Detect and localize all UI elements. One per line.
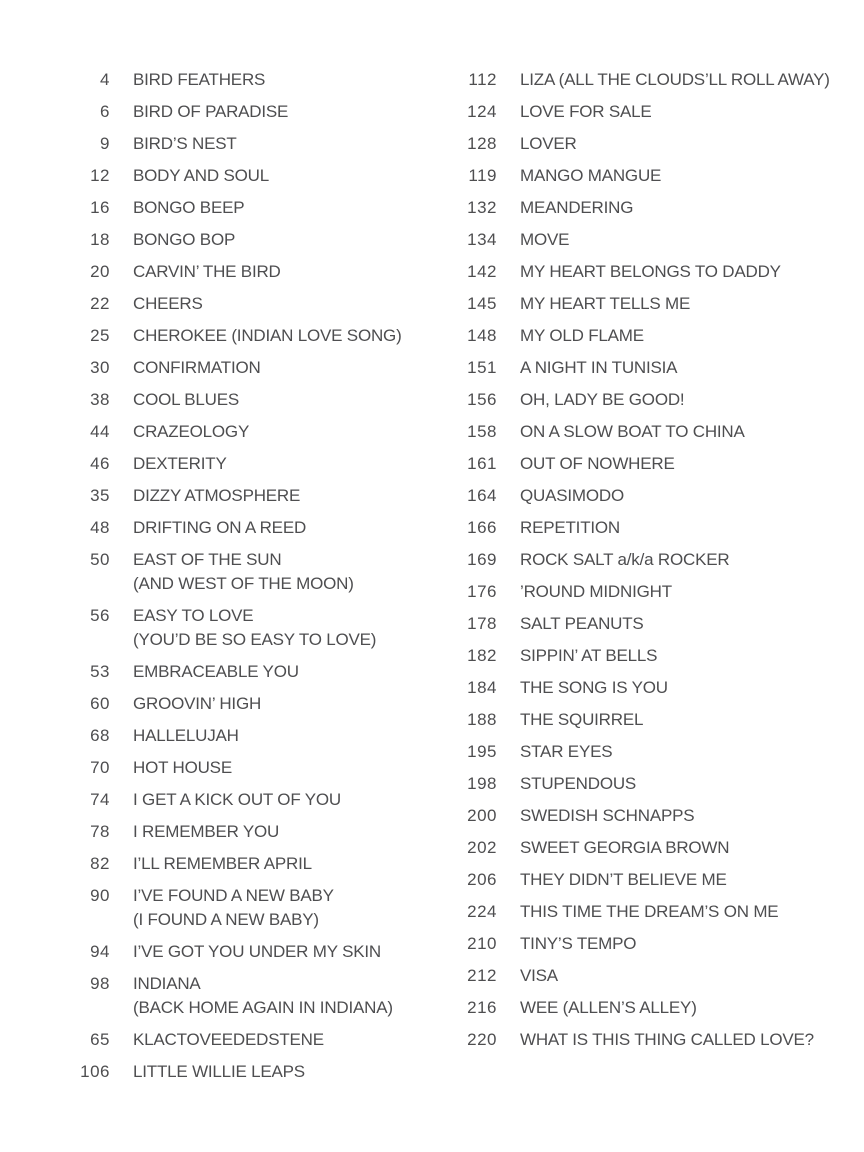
toc-entry [60,884,447,932]
toc-entry [447,740,804,764]
song-title [520,580,672,604]
song-title-line: MOVE [520,230,570,249]
toc-entry [447,260,804,284]
song-title-line: MANGO MANGUE [520,166,662,185]
toc-entry [447,612,804,636]
toc-entry [60,484,447,508]
toc-entry [447,900,804,924]
page-number: 70 [90,758,110,777]
song-title-line: THE SQUIRREL [520,710,644,729]
page-number: 22 [90,294,110,313]
song-title [133,260,281,284]
page-number: 124 [467,102,497,121]
song-title [133,420,249,444]
song-title [520,964,558,988]
toc-entry [447,772,804,796]
page-number: 112 [468,70,497,89]
page-number: 38 [90,390,110,409]
toc-entry [447,836,804,860]
song-title [520,548,729,572]
song-title [520,100,652,124]
toc-entry [60,852,447,876]
song-title-line: BIRD’S NEST [133,134,237,153]
song-title-line: I REMEMBER YOU [133,822,280,841]
song-title-line: SIPPIN’ AT BELLS [520,646,658,665]
song-title-line: TINY’S TEMPO [520,934,637,953]
table-of-contents [60,68,830,1092]
song-title [520,388,684,412]
toc-entry [60,196,447,220]
song-title [520,612,644,636]
page-number: 184 [467,678,497,697]
song-title [520,836,729,860]
song-title-line: CHEERS [133,294,203,313]
toc-column-left [60,68,447,1092]
song-title [133,1028,324,1052]
song-title-line: CONFIRMATION [133,358,261,377]
song-title [520,1028,814,1052]
page-number: 202 [467,838,497,857]
toc-entry [447,228,804,252]
page-number: 90 [90,886,110,905]
song-title-line: DIZZY ATMOSPHERE [133,486,301,505]
page-number: 166 [467,518,497,537]
toc-entry [60,228,447,252]
page-number: 176 [467,582,497,601]
page-number: 60 [90,694,110,713]
song-title [520,196,633,220]
song-title [520,164,661,188]
page-number: 206 [467,870,497,889]
page-number: 9 [100,134,110,153]
song-subtitle-line: (BACK HOME AGAIN IN INDIANA) [133,998,393,1017]
toc-entry [447,932,804,956]
page-number: 16 [90,198,110,217]
song-title [520,292,690,316]
page-number: 200 [467,806,497,825]
song-title-line: MY HEART TELLS ME [520,294,691,313]
toc-entry [60,692,447,716]
song-title-line: BIRD FEATHERS [133,70,266,89]
song-title-line: LOVER [520,134,577,153]
page-number: 94 [90,942,110,961]
song-title [520,676,668,700]
toc-entry [60,820,447,844]
song-title [133,388,239,412]
toc-entry [447,100,804,124]
song-title [133,196,244,220]
page-number: 18 [90,230,110,249]
song-title [520,932,636,956]
song-title [520,260,781,284]
toc-entry [60,516,447,540]
song-title-line: I’VE FOUND A NEW BABY [133,886,334,905]
song-title [133,228,235,252]
song-title-line: EMBRACEABLE YOU [133,662,299,681]
page-number: 134 [467,230,497,249]
toc-column-right [447,68,830,1092]
song-title-line: OH, LADY BE GOOD! [520,390,685,409]
toc-entry [447,388,804,412]
toc-entry [60,548,447,596]
toc-entry [60,604,447,652]
toc-entry [447,548,804,572]
song-subtitle-line: (YOU’D BE SO EASY TO LOVE) [133,630,377,649]
song-title-line: OUT OF NOWHERE [520,454,675,473]
song-title [133,756,232,780]
song-title-line: CHEROKEE (INDIAN LOVE SONG) [133,326,402,345]
song-title-line: STUPENDOUS [520,774,637,793]
toc-entry [447,132,804,156]
toc-entry [447,452,804,476]
song-title [133,356,261,380]
song-title [133,68,265,92]
page-number: 65 [90,1030,110,1049]
song-title-line: MY OLD FLAME [520,326,644,345]
song-title-line: SWEDISH SCHNAPPS [520,806,695,825]
song-title-line: BODY AND SOUL [133,166,269,185]
song-title [520,132,577,156]
toc-entry [447,708,804,732]
page-number: 53 [90,662,110,681]
song-title-line: ROCK SALT a/k/a ROCKER [520,550,730,569]
toc-entry [447,356,804,380]
song-title-line: INDIANA [133,974,201,993]
song-title-line: DEXTERITY [133,454,227,473]
page-number: 145 [467,294,497,313]
song-title [133,292,203,316]
song-title-line: BIRD OF PARADISE [133,102,289,121]
song-title-line: DRIFTING ON A REED [133,518,307,537]
song-title [133,884,334,932]
page-number: 188 [467,710,497,729]
toc-entry [447,676,804,700]
song-title-line: A NIGHT IN TUNISIA [520,358,678,377]
page-number: 178 [467,614,497,633]
song-title-line: COOL BLUES [133,390,240,409]
song-title [520,804,694,828]
toc-entry [60,788,447,812]
page-number: 48 [90,518,110,537]
toc-entry [447,868,804,892]
toc-entry [447,420,804,444]
song-title-line: MEANDERING [520,198,634,217]
song-title [133,604,376,652]
song-title-line: THEY DIDN’T BELIEVE ME [520,870,727,889]
song-title-line: I GET A KICK OUT OF YOU [133,790,341,809]
toc-entry [447,644,804,668]
song-title-line: HOT HOUSE [133,758,232,777]
song-title-line: I’VE GOT YOU UNDER MY SKIN [133,942,381,961]
page-number: 12 [90,166,110,185]
page-number: 106 [80,1062,110,1081]
song-title [133,548,354,596]
page-number: 195 [467,742,497,761]
song-title [520,324,644,348]
song-title [133,788,341,812]
page-number: 220 [467,1030,497,1049]
page-number: 30 [90,358,110,377]
page-number: 216 [467,998,497,1017]
toc-entry [60,324,447,348]
page-number: 68 [90,726,110,745]
song-title [520,68,830,92]
song-title [520,740,612,764]
song-title [133,724,239,748]
toc-entry [447,484,804,508]
song-title-line: ’ROUND MIDNIGHT [520,582,672,601]
page-number: 46 [90,454,110,473]
song-title-line: EASY TO LOVE [133,606,254,625]
song-title [520,868,727,892]
song-title-line: LIZA (ALL THE CLOUDS’LL ROLL AWAY) [520,70,830,89]
song-subtitle-line: (AND WEST OF THE MOON) [133,574,354,593]
song-title [133,164,269,188]
page-number: 210 [467,934,497,953]
page-number: 182 [467,646,497,665]
toc-entry [60,164,447,188]
song-title [520,708,643,732]
page-number: 82 [90,854,110,873]
song-subtitle-line: (I FOUND A NEW BABY) [133,910,319,929]
page-number: 98 [90,974,110,993]
song-title [520,772,636,796]
page-number: 156 [467,390,497,409]
song-title [520,996,697,1020]
song-title [520,484,624,508]
page-number: 212 [467,966,497,985]
page-number: 224 [467,902,497,921]
page-number: 56 [90,606,110,625]
song-title [133,660,299,684]
page-number: 20 [90,262,110,281]
song-title-line: CRAZEOLOGY [133,422,250,441]
toc-entry [60,756,447,780]
page-number: 44 [90,422,110,441]
song-title-line: REPETITION [520,518,621,537]
toc-entry [447,196,804,220]
song-title [133,940,381,964]
song-title [133,692,261,716]
song-title-line: GROOVIN’ HIGH [133,694,262,713]
song-title-line: QUASIMODO [520,486,624,505]
song-title-line: BONGO BOP [133,230,236,249]
toc-entry [60,132,447,156]
page-number: 169 [467,550,497,569]
song-title [133,972,393,1020]
page-number: 4 [100,70,110,89]
song-title-line: I’LL REMEMBER APRIL [133,854,312,873]
song-title-line: MY HEART BELONGS TO DADDY [520,262,781,281]
toc-entry [60,724,447,748]
song-title [520,644,657,668]
page-number: 6 [100,102,110,121]
song-title-line: ON A SLOW BOAT TO CHINA [520,422,745,441]
toc-entry [447,996,804,1020]
toc-entry [60,1028,447,1052]
toc-entry [60,1060,447,1084]
page-number: 35 [90,486,110,505]
page-number: 164 [467,486,497,505]
song-title [133,516,306,540]
page-number: 198 [467,774,497,793]
song-title-line: SALT PEANUTS [520,614,644,633]
song-title [520,452,675,476]
toc-entry [60,972,447,1020]
song-title [520,228,569,252]
toc-entry [60,388,447,412]
song-title-line: THE SONG IS YOU [520,678,668,697]
song-title [133,132,237,156]
song-title-line: STAR EYES [520,742,613,761]
toc-entry [60,452,447,476]
song-title [133,820,279,844]
toc-entry [447,68,830,92]
song-title-line: LITTLE WILLIE LEAPS [133,1062,305,1081]
song-title-line: WEE (ALLEN’S ALLEY) [520,998,697,1017]
page-number: 119 [468,166,497,185]
song-title-line: BONGO BEEP [133,198,245,217]
song-title-line: THIS TIME THE DREAM’S ON ME [520,902,779,921]
toc-entry [60,940,447,964]
toc-entry [60,356,447,380]
toc-entry [447,516,804,540]
toc-entry [447,164,804,188]
page-number: 128 [467,134,497,153]
song-title-line: KLACTOVEEDEDSTENE [133,1030,324,1049]
toc-entry [60,292,447,316]
toc-entry [447,324,804,348]
toc-entry [447,580,804,604]
song-title [133,100,288,124]
song-title [520,516,620,540]
song-title [520,900,778,924]
toc-entry [60,100,447,124]
song-title [133,852,312,876]
page-number: 158 [467,422,497,441]
song-title-line: VISA [520,966,558,985]
song-title [520,356,677,380]
song-title-line: CARVIN’ THE BIRD [133,262,281,281]
song-title [520,420,745,444]
toc-entry [60,260,447,284]
toc-entry [447,1028,814,1052]
song-title-line: WHAT IS THIS THING CALLED LOVE? [520,1030,814,1049]
song-title [133,324,402,348]
page-number: 148 [467,326,497,345]
song-title [133,452,227,476]
song-title-line: HALLELUJAH [133,726,239,745]
song-title-line: LOVE FOR SALE [520,102,652,121]
page-number: 50 [90,550,110,569]
toc-entry [447,804,804,828]
page-number: 161 [467,454,497,473]
page-number: 132 [467,198,497,217]
page-number: 78 [90,822,110,841]
toc-entry [60,68,447,92]
page-number: 74 [90,790,110,809]
song-title [133,1060,305,1084]
toc-entry [447,292,804,316]
song-title [133,484,300,508]
page-number: 25 [90,326,110,345]
page-number: 151 [467,358,497,377]
toc-entry [447,964,804,988]
toc-entry [60,420,447,444]
song-title-line: SWEET GEORGIA BROWN [520,838,730,857]
toc-entry [60,660,447,684]
song-title-line: EAST OF THE SUN [133,550,282,569]
page-number: 142 [467,262,497,281]
